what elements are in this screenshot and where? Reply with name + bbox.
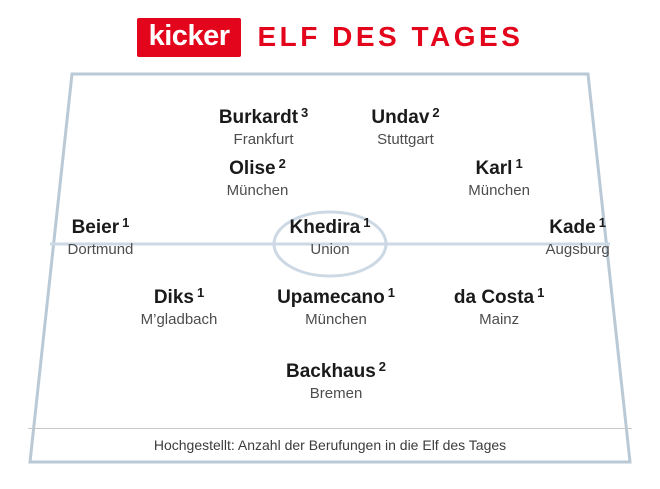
player-entry [454, 286, 544, 329]
player-entry [286, 360, 386, 403]
player-entry [141, 286, 218, 329]
footnote: Hochgestellt: Anzahl der Berufungen in die Elf des Tages [153, 437, 507, 453]
player-club: Frankfurt [233, 131, 294, 149]
player-count: 2 [378, 359, 387, 374]
player-count: 1 [196, 285, 205, 300]
page-title: ELF DES TAGES [257, 21, 524, 52]
player-club: Bremen [309, 385, 363, 403]
player-count: 1 [387, 285, 395, 300]
pitch-diagram [28, 72, 632, 464]
player-count: 1 [363, 215, 371, 230]
player-entry [371, 106, 439, 149]
player-count: 1 [537, 285, 545, 300]
player-club: München [468, 182, 530, 200]
player-name: Kade [549, 217, 596, 239]
player-club: Dortmund [67, 241, 134, 259]
player-count: 1 [122, 215, 130, 230]
player-name: Beier [71, 217, 120, 239]
player-name: Olise [229, 158, 276, 180]
player-entry [468, 157, 530, 200]
player-name: Burkardt [218, 107, 299, 129]
player-club: M’gladbach [140, 311, 218, 329]
player-entry [290, 216, 371, 259]
player-name: Undav [371, 107, 430, 129]
kicker-logo: kicker [137, 18, 242, 57]
player-entry [219, 106, 308, 149]
pitch-lines-icon [28, 72, 632, 464]
header [0, 16, 660, 58]
player-count: 1 [515, 156, 523, 171]
player-name: Backhaus [286, 361, 376, 383]
player-club: Mainz [479, 311, 520, 329]
player-name: Khedira [289, 217, 361, 239]
player-entry [68, 216, 134, 259]
player-entry [277, 286, 395, 329]
player-count: 3 [301, 105, 309, 120]
player-entry [227, 157, 289, 200]
player-name: Diks [153, 287, 194, 309]
player-count: 2 [432, 105, 440, 120]
player-name: da Costa [453, 287, 535, 309]
player-count: 2 [278, 156, 286, 171]
player-name: Karl [475, 158, 513, 180]
player-club: München [226, 182, 289, 200]
player-club: Augsburg [545, 241, 610, 259]
player-count: 1 [598, 215, 606, 230]
player-club: Union [310, 241, 350, 259]
player-name: Upamecano [277, 287, 385, 309]
player-club: Stuttgart [377, 131, 434, 149]
player-entry [546, 216, 610, 259]
player-club: München [305, 311, 367, 329]
footer-divider [28, 428, 632, 429]
